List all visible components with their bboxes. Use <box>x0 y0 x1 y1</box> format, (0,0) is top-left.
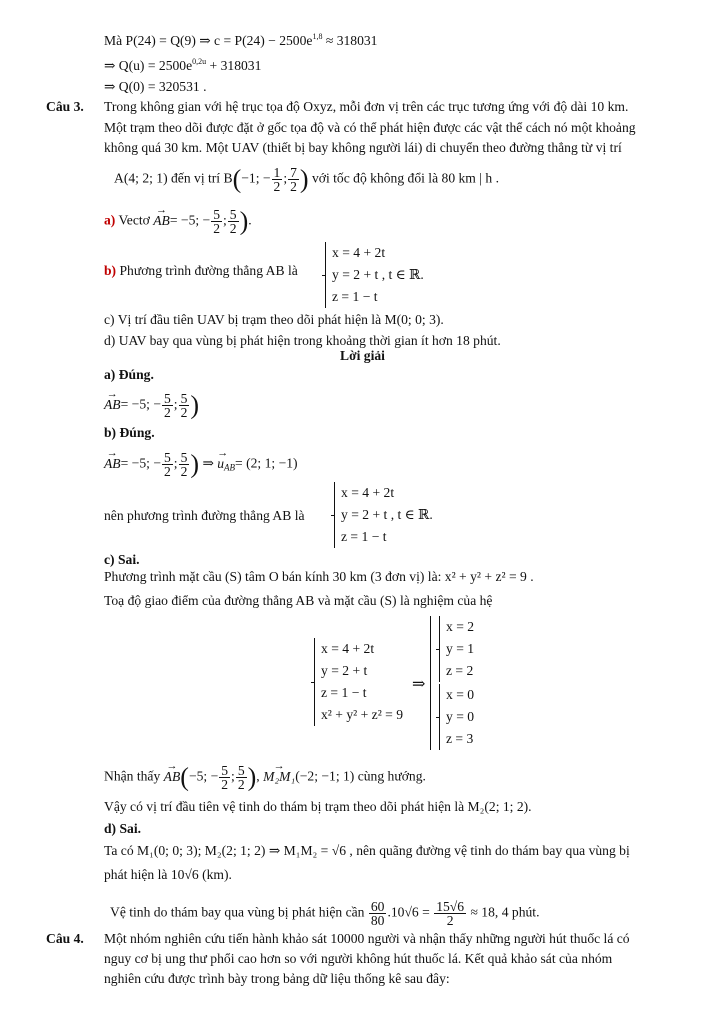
q3-paragraph-line-3: không quá 30 km. Một UAV (thiết bị bay không người lái) di chuyển theo đường thẳng từ vị trí <box>104 140 622 155</box>
statement-d: d) UAV bay qua vùng bị phát hiện trong khoảng thời gian ít hơn 18 phút. <box>104 333 501 348</box>
question-4-label: Câu 4. <box>46 931 84 946</box>
statement-c: c) Vị trí đầu tiên UAV bị trạm theo dõi phát hiện là M(0; 0; 3). <box>104 312 444 327</box>
formula-line-1: Mà P(24) = Q(9) ⇒ $c = P(24) - 2500e^{1,8} \approx 318031$ <box>104 32 378 48</box>
q3-paragraph-line-4: A(4; 2; 1) đến vị trí B(−1; − $\frac{1}{2}$ ; $\frac{7}{2}$ ) với tốc độ không đổi là 80 km | h . <box>114 164 499 194</box>
solution-c-line-4: Vậy có vị trí đầu tiên vệ tinh do thám bị trạm theo dõi phát hiện là M₂(2; 1; 2). <box>104 799 532 814</box>
solution-d-heading: d) Sai. <box>104 821 142 836</box>
implies-arrow: ⇒ <box>412 676 426 693</box>
solution-title: Lời giải <box>340 348 385 363</box>
solution-a-vector: → AB= −5; − $\frac{5}{2}$ ; $\frac{5}{2}$ ) <box>104 392 199 419</box>
solution-b-line: nên phương trình đường thẳng AB là <box>104 508 305 523</box>
q4-paragraph-line-1: Một nhóm nghiên cứu tiến hành khảo sát 10000 người và nhận thấy những người hút thuốc lá có <box>104 931 630 946</box>
solution-d-line-1: Ta có M₁(0; 0; 3); M₂(2; 1; 2) ⇒ M₁M₂ = √6 , nên quãng đường vệ tinh do thám bay qua vùng bị <box>104 843 630 858</box>
q4-paragraph-line-2: nguy cơ bị ung thư phổi cao hơn so với người không hút thuốc lá. Kết quả khảo sát của nhóm <box>104 951 613 966</box>
solution-c-line-3: Nhận thấy → AB(−5; − $\frac{5}{2}$ ; $\frac{5}{2}$ ), → M₂M₁(−2; −1; 1) cùng hướng. <box>104 764 426 791</box>
q3-paragraph-line-2: Một trạm theo dõi được đặt ở gốc tọa độ và có thể phát hiện được các vật thể cách nó một khoảng <box>104 120 636 135</box>
solution-b-vector: → AB= −5; − $\frac{5}{2}$ ; $\frac{5}{2}$ ) ⇒ → $u_{AB}= (2$; 1; −1) <box>104 451 298 478</box>
solution-c-line-2: Toạ độ giao điểm của đường thẳng AB và mặt cầu (S) là nghiệm của hệ <box>104 593 493 608</box>
solution-d-line-2: phát hiện là 10√6 (km). <box>104 867 232 882</box>
formula-line-2: ⇒ $Q(u) = 2500e^{0,2u} + 318031$ <box>104 57 262 73</box>
solution-line-system: x = 4 + 2t y = 2 + t , t ∈ ℝ. z = 1 − t <box>334 482 433 548</box>
question-3-label: Câu 3. <box>46 99 84 114</box>
q4-paragraph-line-3: nghiên cứu được trình bày trong bảng dữ liệu thống kê sau đây: <box>104 971 450 986</box>
line-equation-system: x = 4 + 2t y = 2 + t , t ∈ ℝ. z = 1 − t <box>325 242 424 308</box>
solution-c-line-1: Phương trình mặt cầu (S) tâm O bán kính 30 km (3 đơn vị) là: x² + y² + z² = 9 . <box>104 569 534 584</box>
statement-b: b) Phương trình đường thẳng AB là <box>104 263 298 278</box>
solution-b-heading: b) Đúng. <box>104 425 155 440</box>
intersection-system: x = 4 + 2t y = 2 + t z = 1 − t x² + y² + z² = 9 <box>314 638 403 726</box>
statement-a: a) Vectơ → AB= −5; − $\frac{5}{2}$ ; $\frac{5}{2}$ ). <box>104 208 252 235</box>
solution-set: x = 2 y = 1 z = 2 x = 0 y = 0 z = 3 <box>430 616 474 750</box>
solution-c-heading: c) Sai. <box>104 552 140 567</box>
solution-d-line-3: Vệ tinh do thám bay qua vùng bị phát hiện cần $\frac{60}{80}$ .10√6 = $\frac{15√6}{2}$ ≈ 18, 4 phút. <box>110 899 540 928</box>
solution-a-heading: a) Đúng. <box>104 367 154 382</box>
q3-paragraph-line-1: Trong không gian với hệ trục tọa độ Oxyz, mỗi đơn vị trên các trục tương ứng với độ dài 10 km. <box>104 99 629 114</box>
formula-line-3: ⇒ Q(0) = 320531 . <box>104 79 207 94</box>
